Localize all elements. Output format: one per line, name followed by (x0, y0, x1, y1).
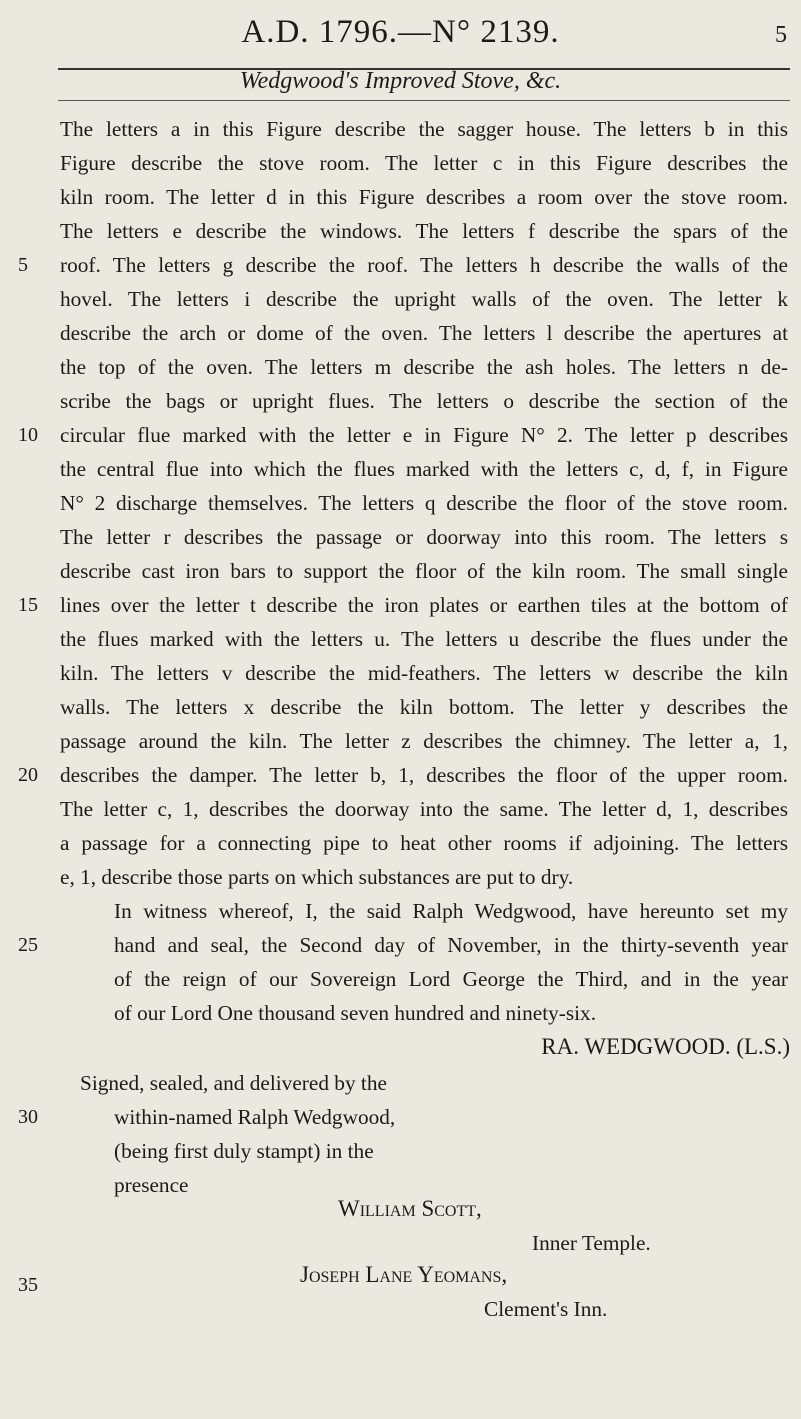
text-line: The letters e describe the windows. The letters f describe the spars of the (60, 219, 788, 243)
text-line: walls. The letters x describe the kiln bottom. The letter y describes the (60, 695, 788, 719)
attestation-line: (being first duly stampt) in the (114, 1139, 374, 1163)
text-line: The letter r describes the passage or doorway into this room. The letters s (60, 525, 788, 549)
line-number: 20 (18, 764, 38, 786)
line-number: 25 (18, 934, 38, 956)
witness-place: Clement's Inn. (484, 1297, 608, 1321)
line-number: 35 (18, 1274, 38, 1296)
witness-line: of the reign of our Sovereign Lord George the Third, and in the year (114, 967, 788, 991)
text-line: circular flue marked with the letter e in Figure N° 2. The letter p describes (60, 423, 788, 447)
header-rule-bottom (58, 100, 790, 101)
patent-title: A.D. 1796.—N° 2139. (241, 14, 560, 50)
attestation-line: Signed, sealed, and delivered by the (80, 1071, 387, 1095)
running-subtitle: Wedgwood's Improved Stove, &c. (239, 68, 562, 94)
text-line: The letters a in this Figure describe the sagger house. The letters b in this (60, 117, 788, 141)
line-number: 15 (18, 594, 38, 616)
text-line: describes the damper. The letter b, 1, describes the floor of the upper room. (60, 763, 788, 787)
text-line: passage around the kiln. The letter z describes the chimney. The letter a, 1, (60, 729, 788, 753)
witness-line: of our Lord One thousand seven hundred and ninety-six. (114, 1001, 597, 1025)
text-line: scribe the bags or upright flues. The letters o describe the section of the (60, 389, 788, 413)
text-line: e, 1, describe those parts on which substances are put to dry. (60, 865, 574, 889)
witness-place: Inner Temple. (532, 1231, 651, 1255)
signature: RA. WEDGWOOD. (L.S.) (541, 1034, 790, 1059)
witness-name: Joseph Lane Yeomans, (300, 1262, 508, 1287)
text-line: describe cast iron bars to support the floor of the kiln room. The small single (60, 559, 788, 583)
witness-name: William Scott, (338, 1196, 482, 1221)
line-number: 5 (18, 254, 28, 276)
text-line: Figure describe the stove room. The letter c in this Figure describes the (60, 151, 788, 175)
text-line: lines over the letter t describe the iron plates or earthen tiles at the bottom of (60, 593, 788, 617)
page-header (0, 14, 801, 51)
page-number: 5 (775, 22, 787, 48)
text-line: kiln. The letters v describe the mid-feathers. The letters w describe the kiln (60, 661, 788, 685)
text-line: describe the arch or dome of the oven. The letters l describe the apertures at (60, 321, 788, 345)
witness-line: hand and seal, the Second day of November, in the thirty-seventh year (114, 933, 788, 957)
text-line: the top of the oven. The letters m describe the ash holes. The letters n de- (60, 355, 788, 379)
line-number: 10 (18, 424, 38, 446)
text-line: N° 2 discharge themselves. The letters q describe the floor of the stove room. (60, 491, 788, 515)
attestation-line: within-named Ralph Wedgwood, (114, 1105, 396, 1129)
text-line: the flues marked with the letters u. The letters u describe the flues under the (60, 627, 788, 651)
attestation-line: presence (114, 1173, 189, 1197)
text-line: roof. The letters g describe the roof. The letters h describe the walls of the (60, 253, 788, 277)
text-line: The letter c, 1, describes the doorway into the same. The letter d, 1, describes (60, 797, 788, 821)
text-line: hovel. The letters i describe the upright walls of the oven. The letter k (60, 287, 788, 311)
line-number: 30 (18, 1106, 38, 1128)
text-line: the central flue into which the flues marked with the letters c, d, f, in Figure (60, 457, 788, 481)
witness-line: In witness whereof, I, the said Ralph Wedgwood, have hereunto set my (114, 899, 788, 923)
text-line: a passage for a connecting pipe to heat other rooms if adjoining. The letters (60, 831, 788, 855)
text-line: kiln room. The letter d in this Figure describes a room over the stove room. (60, 185, 788, 209)
